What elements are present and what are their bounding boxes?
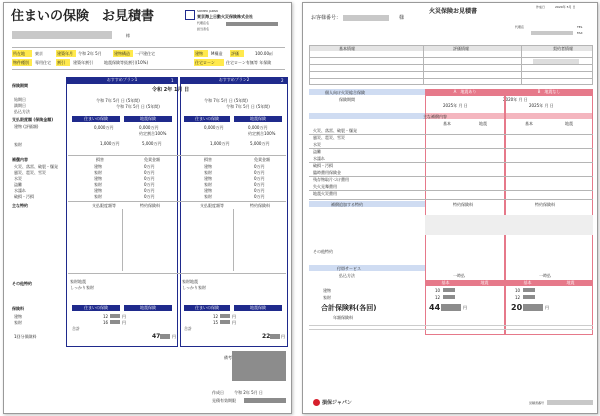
plan-2-cov-value-1: 0万円 [254,170,265,175]
plan-a-product: 個人向け火災総合保険 [325,90,365,95]
special-col-a: 特約保険料 [453,202,473,207]
info-area: 100.00㎡ [255,51,273,56]
r-cov-6: 臨時費用保険金 [313,170,341,175]
service-title: 付帯サービス [337,266,361,271]
row-label-end: 満期日 [14,103,26,108]
plan-1-cov-value-2: 0万円 [144,176,155,181]
plan-1-btn-eq[interactable]: 地震保険 [124,116,172,122]
plan-2-total-prefix: 合計 [184,326,192,331]
plan-1-cov-value-5: 0万円 [144,194,155,199]
right-date-label: 作成日 [536,5,546,9]
plan-1-cov-item-2: 建物 [94,176,102,181]
footer-date-label: 作成日 [212,390,224,395]
plan-a-header: A 地震あり [425,89,505,95]
prem-col-a-basic: 基本 [426,280,465,286]
footer-valid-label: 見積有効期限 [212,398,236,403]
prem-row-building: 建物 [323,288,331,293]
plan-1-amount-eq: 0,000万円 [139,125,159,130]
company-label: SOMPO JAPAN [197,9,218,13]
info-label-build: 建築年月 [56,50,76,57]
plan-2-period: 令和 7年 5月 日 (5年間) [204,98,248,103]
recipient-suffix: 様 [126,33,130,38]
plan-b-header: B 地震なし [505,89,593,95]
plan-2-total: 22 [262,333,271,340]
plan-2-premium-unit-0: 円 [232,314,236,319]
footer-quote-number-label: 見積書番号 [529,401,545,405]
plan-2-ratio: 約定割合100% [248,131,276,136]
info-structure: 一戸建住宅 [135,51,155,56]
prem-row-contents: 家財 [323,295,331,300]
plan-1-cov-item-3: 家財 [94,182,102,187]
plan-2-other-1: しっかり家財 [182,285,206,290]
row-label-period: 保険期間 [12,83,28,88]
row-label-contents: 家財 [14,142,22,147]
plan-1-special-left: 支払限度額等 [92,203,116,208]
plan-2-cov-item-4: 建物 [204,188,212,193]
basic-info-table [309,45,593,85]
plan-1-cov-value-1: 0万円 [144,170,155,175]
footer-brand: 損保ジャパン [322,400,352,406]
col-a-eq: 地震 [479,121,487,126]
info-label-loan: 住宅ローン [194,59,224,66]
coverage-title: 主な補償内容 [423,114,447,119]
col-b-eq: 地震 [565,121,573,126]
row-label-building: 建物 (評価額) [14,124,39,129]
customer-label: お客様番号： [311,15,342,21]
payment-title: 払込方法 [339,273,355,278]
agency-person-label: 担当者名 [197,27,210,31]
plan-2-cov-value-4: 0万円 [254,188,265,193]
plan-2-special-right: 特約保険料 [250,203,270,208]
info-label-structure: 建物構造 [113,50,133,57]
period-sub-b: 2025年 月 日 [529,103,554,108]
agency-label: 代理店名 [197,21,210,25]
left-quote-page [3,2,292,414]
plan-2-cov-item-2: 建物 [204,176,212,181]
info-m-structure: M構造 [211,51,223,56]
r-cov-9: 地震火災費用 [313,191,337,196]
plan-2-cov-item-1: 家財 [204,170,212,175]
section-period: 保険期間 [339,97,355,102]
r-cov-1: 風災、雹災、雪災 [313,135,345,140]
info-label-eval: 評価 [230,50,244,57]
plan-1-other-1: しっかり家財 [70,285,94,290]
plan-2-cov-header-left: 損害 [204,157,212,162]
plan-1-btn-home[interactable]: 住まいの保険 [72,116,120,122]
plan-1-cov-header-left: 損害 [96,157,104,162]
plan-2-cov-value-3: 0万円 [254,182,265,187]
period-header: 令和 2年 1月 日 [152,87,190,93]
info-location: 東京 [35,51,43,56]
total-a-unit: 円 [463,305,467,310]
info-eq-discount: 地震保険等級割引(10%) [104,60,149,65]
plan-2-cov-value-2: 0万円 [254,176,265,181]
prem-col-b-eq: 地震 [549,280,592,286]
plan-1-cov-item-1: 家財 [94,170,102,175]
r-cov-8: 失火見舞費用 [313,184,337,189]
plan-2-premium-contents: 15 [213,320,219,325]
row-label-other: その他特約 [12,281,32,286]
fax-label: FAX [577,31,583,35]
plan-2-cov-item-0: 建物 [204,164,212,169]
brand-logo-icon [313,399,320,406]
section-holder: 契約者情報 [553,46,573,51]
cov-fire: 火災、落雷、破裂・爆発 [14,164,58,169]
plan-1-cov-item-5: 家財 [94,194,102,199]
plan-1-other-0: 家財地震 [70,279,86,284]
left-title: 住まいの保険 お見積書 [11,9,155,24]
plan-1-cov-header-right: 免責金額 [144,157,160,162]
right-title: 火災保険お見積書 [429,8,478,15]
plan-2-amount-eq: 0,000万円 [248,125,268,130]
plan-1-total-prefix: 合計 [72,326,80,331]
special-title: 補償追加する特約 [331,202,363,207]
info-label-building: 建物 [194,50,208,57]
info-loan: 住宅ローン有無等 年保険 [226,60,272,65]
cov-leak: 水濡れ [14,188,26,193]
cov-theft: 盗難 [14,182,22,187]
info-discount: 建築年割引 [73,60,93,65]
tel-label: TEL [577,25,583,29]
plan-2-period-end: 令和 7年 5月 日 (5年間) [226,104,270,109]
premium-row-contents-label: 家財 [14,320,22,325]
plan-1-cov-item-4: 建物 [94,188,102,193]
col-b-basic: 基本 [525,121,533,126]
plan-1-premium-unit-0: 円 [122,314,126,319]
info-build-date: 令和 2年 5月 [78,51,102,56]
prem-col-a-eq: 地震 [465,280,504,286]
total-b: 20 [511,303,523,312]
plan-1-premium-unit-1: 円 [122,320,126,325]
plan-1-cov-value-4: 0万円 [144,188,155,193]
plan-2-other-0: 家財地震 [182,279,198,284]
footer-date: 令和 2年 5月 日 [234,390,263,395]
plan-2-special-left: 支払限度額等 [200,203,224,208]
info-kind: 専用住宅 [35,60,51,65]
section-basic: 基本情報 [339,46,355,51]
cov-wind: 風災、雹災、雪災 [14,170,46,175]
right-quote-page [302,2,598,414]
period-value: 2020年 月 日 [503,97,528,102]
recipient-redacted [12,31,112,39]
plan-1-ratio: 約定割合100% [139,131,167,136]
row-label-limit: 支払限度額 (保険金額) [12,117,54,122]
section-status: 評価情報 [453,46,469,51]
plan-2-cov-item-5: 家財 [204,194,212,199]
col-a-basic: 基本 [443,121,451,126]
plan-1-total-unit: 円 [172,334,176,339]
prem-a-contents: 12 [435,295,441,300]
plan-1-cov-value-3: 0万円 [144,182,155,187]
plan-2-btn-eq[interactable]: 地震保険 [234,116,282,122]
plan-1-premium-home[interactable]: 住まいの保険 [72,305,120,311]
plan-1-limit: 1,000万円 [100,141,120,146]
plan-1-contents: 5,000万円 [142,141,162,146]
plan-2-badge: 2 [281,78,284,83]
r-cov-4: 水濡れ [313,156,325,161]
plan-1-header: おすすめプラン1 [66,77,178,84]
plan-1-badge: 1 [171,78,174,83]
plan-2-limit: 1,000万円 [210,141,230,146]
plan-1-special-right: 特約保険料 [140,203,160,208]
row-label-payment: 払込方法 [14,109,30,114]
plan-1-cov-value-0: 0万円 [144,164,155,169]
info-label-location: 所在地 [12,50,32,57]
plan-1-premium-building: 12 [103,314,109,319]
r-cov-0: 火災、落雷、破裂・爆発 [313,128,357,133]
plan-1-premium-contents: 16 [103,320,109,325]
payment-a: 一時払 [453,273,465,278]
plan-2-cov-value-0: 0万円 [254,164,265,169]
total-a: 44 [429,303,441,312]
plan-2-premium-eq[interactable]: 地震保険 [234,305,282,311]
cov-damage: 破損・汚損 [14,194,34,199]
plan-1-premium-eq[interactable]: 地震保険 [124,305,172,311]
company-logo-icon [185,10,195,20]
r-cov-5: 破損・汚損 [313,163,333,168]
plan-1-period: 令和 7年 5月 日 (5年間) [96,98,140,103]
annual-label: 年額保険料 [333,315,353,320]
agency-label: 代理店 [515,25,525,29]
plan-2-premium-building: 12 [213,314,219,319]
special-col-b: 特約保険料 [535,202,555,207]
plan-2-cov-value-5: 0万円 [254,194,265,199]
plan-2-premium-unit-1: 円 [232,320,236,325]
remark-redacted [232,351,286,381]
period-sub-a: 2025年 月 日 [443,103,468,108]
premium-row-building-label: 建物 [14,314,22,319]
right-other-special: その他特約 [313,249,333,254]
company-name: 東京海上日動火災保険株式会社 [197,14,253,19]
plan-1-cov-item-0: 建物 [94,164,102,169]
row-label-start: 始期日 [14,97,26,102]
r-cov-3: 盗難 [313,149,321,154]
total-label: 1回分保険料 [14,334,37,339]
plan-2-cov-item-3: 家財 [204,182,212,187]
plan-1-period-end: 令和 7年 5月 日 (5年間) [116,104,160,109]
cov-water: 水災 [14,176,22,181]
prem-b-contents: 12 [515,295,521,300]
plan-2-cov-header-right: 免責金額 [254,157,270,162]
plan-2-total-unit: 円 [281,334,285,339]
r-cov-2: 水災 [313,142,321,147]
customer-suffix: 様 [399,15,405,21]
prem-b-building: 10 [515,288,521,293]
right-date: 2020年 5月 日 [555,5,576,9]
plan-2-amount-building: 0,000万円 [204,125,224,130]
plan-1-total: 47 [152,333,161,340]
agency-redacted [226,22,278,26]
row-label-coverage: 補償内容 [12,157,28,162]
prem-a-building: 10 [435,288,441,293]
plan-1-amount-building: 0,000万円 [94,125,114,130]
plan-2-contents: 5,000万円 [250,141,270,146]
plan-2-header: おすすめプラン2 [180,77,288,84]
payment-b: 一時払 [539,273,551,278]
remark-label: 備考 [224,355,232,360]
total-b-unit: 円 [545,305,549,310]
info-label-discount: 割引 [56,59,70,66]
prem-col-b-basic: 基本 [506,280,549,286]
right-total-label: 合計保険料(各回) [321,304,377,312]
row-label-special: 主な特約 [12,203,28,208]
plan-2-btn-home[interactable]: 住まいの保険 [184,116,230,122]
r-cov-7: 残存物取片づけ費用 [313,177,349,182]
plan-2-premium-home[interactable]: 住まいの保険 [184,305,230,311]
row-label-premium: 保険料 [12,306,24,311]
info-label-kind: 物件種別 [12,59,32,66]
